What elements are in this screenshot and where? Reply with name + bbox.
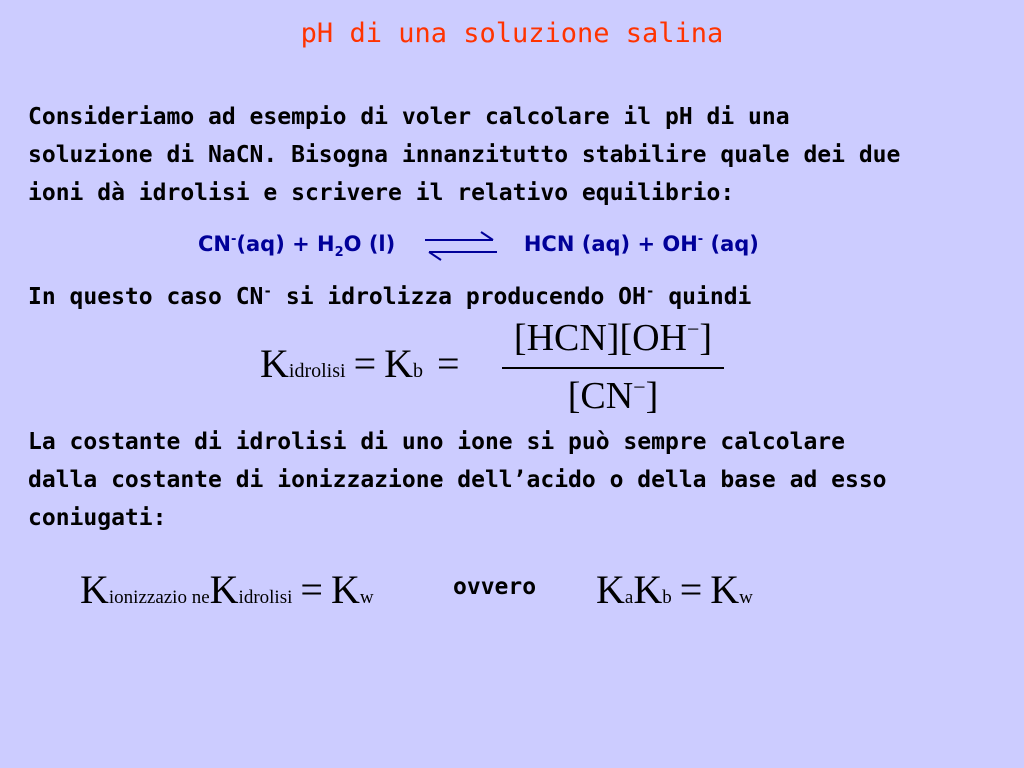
subscript-a: a: [624, 587, 634, 608]
bracket: ]: [699, 317, 713, 359]
equals-sign: =: [353, 341, 377, 386]
intro-line: Consideriamo ad esempio di voler calcolare il pH di una: [28, 104, 790, 130]
equals-sign: =: [437, 341, 460, 386]
intro-paragraph: [28, 98, 900, 212]
subscript-w: w: [359, 587, 374, 608]
charge-minus: -: [697, 232, 704, 247]
fraction-numerator: [502, 316, 724, 360]
k-symbol: K: [260, 341, 289, 386]
k-symbol: K: [209, 567, 239, 612]
explanation-line: coniugati:: [28, 505, 167, 531]
charge-minus: −: [687, 316, 700, 342]
k-symbol: K: [384, 341, 414, 386]
k-symbol: K: [80, 567, 109, 612]
denominator-text: [CN: [567, 375, 634, 417]
water-rest: O (l): [343, 232, 396, 256]
subscript-idrolisi: idrolisi: [238, 587, 293, 608]
bracket: ]: [645, 375, 659, 417]
statement-part: si idrolizza producendo OH: [272, 284, 646, 310]
explanation-line: La costante di idrolisi di uno ione si può sempre calcolare: [28, 429, 845, 455]
k-symbol: K: [633, 567, 663, 612]
charge-minus: -: [645, 283, 655, 300]
page-title: pH di una soluzione salina: [300, 18, 724, 49]
charge-minus: -: [263, 283, 272, 300]
charge-minus: -: [231, 232, 237, 247]
hydrolysis-equation: [198, 228, 759, 262]
k-symbol: K: [596, 567, 625, 612]
reactant-rest: (aq) + H: [236, 232, 335, 256]
fraction-bar: [502, 367, 724, 369]
hydrolysis-constant-lhs: [260, 340, 460, 387]
hydrolysis-statement: [28, 278, 751, 316]
product-left: HCN (aq) + OH: [523, 232, 698, 256]
subscript-b: b: [413, 360, 424, 382]
charge-minus: −: [633, 374, 646, 400]
statement-part: quindi: [654, 284, 752, 310]
statement-part: In questo caso CN: [28, 284, 264, 310]
ka-kb-kw-formula: [596, 566, 753, 613]
equilibrium-arrows-icon: [417, 228, 507, 262]
k-symbol: K: [710, 567, 740, 612]
intro-line: soluzione di NaCN. Bisogna innanzitutto stabilire quale dei due: [28, 142, 901, 168]
subscript-two: 2: [334, 245, 344, 261]
ovvero-label: ovvero: [453, 574, 537, 600]
numerator-text: [HCN][OH: [513, 317, 687, 359]
explanation-line: dalla costante di ionizzazione dell’acido o della base ad esso: [28, 467, 887, 493]
equals-sign: =: [300, 567, 323, 612]
subscript-ionizzazione: ionizzazio ne: [108, 587, 210, 608]
subscript-w: w: [739, 587, 753, 608]
reactant-cn: CN: [198, 232, 231, 256]
k-symbol: K: [330, 567, 360, 612]
subscript-b: b: [662, 587, 672, 608]
ionization-hydrolysis-formula: [80, 566, 374, 613]
product-rest: (aq): [703, 232, 759, 256]
equals-sign: =: [679, 567, 703, 612]
intro-line: ioni dà idrolisi e scrivere il relativo equilibrio:: [28, 180, 735, 206]
fraction-denominator: [502, 374, 724, 418]
subscript-idrolisi: idrolisi: [288, 360, 346, 382]
explanation-paragraph: [28, 423, 887, 537]
